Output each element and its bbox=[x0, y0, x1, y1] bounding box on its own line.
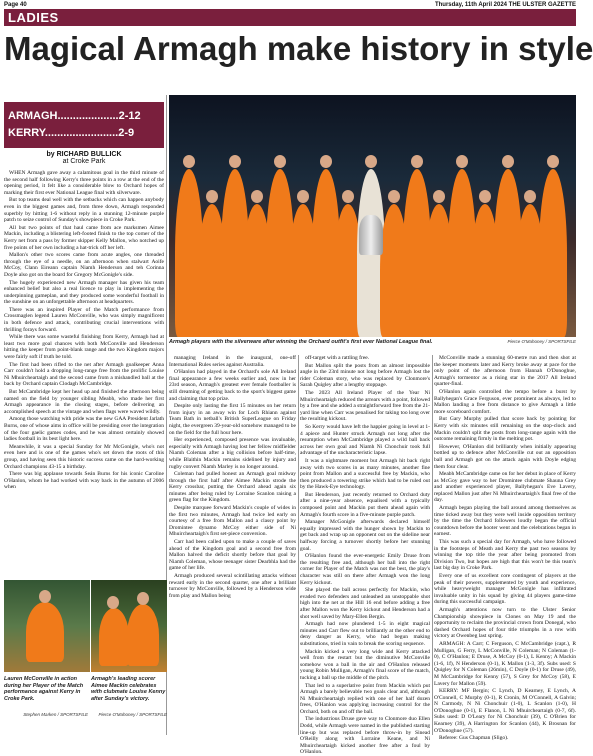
player-figure bbox=[99, 608, 129, 666]
article-paragraph: Armagh had now plundered 1-5 in eight magical minutes and Carr flew out to brilliantly at the other end to deny danger as Kerry, who had begun making substitutions, tried in vain to break the scoring sequence. bbox=[300, 621, 430, 647]
article-paragraph: But Henderson, just recently returned to Orchard duty after a nine-year absence, equalised with a typically composed point and Mackin put them ahead again with Armagh's fourth score in a five-minute purple patch. bbox=[300, 491, 430, 518]
player-head bbox=[206, 190, 218, 203]
article-paragraph: O'Hanlon found the ever-energetic Emily Druse from the resulting free and, although her ball into the right corner for Player of the Match was not the best, the play's character was still on there after Armagh won the long Kerry kickout. bbox=[300, 553, 430, 586]
player-figure bbox=[26, 602, 64, 662]
mackin-celebration-photo bbox=[91, 580, 167, 672]
player-head bbox=[229, 155, 241, 168]
article-paragraph: All but two points of that haul came from ace marksmen Aimee Mackin, including a blistering left-footed finish to the top corner of the Kerry net from a pass by former skipper Kelly Mallon, who notched up five points of her own including a hat-trick off her left. bbox=[4, 224, 164, 251]
article-paragraph: The industrious Druse gave way to Clonmore duo Ellen Dodd, while Armagh were named in the published starting line-up but was replaced before throw-in by Sinead O'Reilly along with Lorraine Keane, and Ni Mhuircheartaigh kicked another free after a foul by O'Hanlon. bbox=[300, 716, 430, 756]
publication-date: Thursday, 11th April 2024 THE ULSTER GAZETTE bbox=[434, 2, 576, 8]
article-paragraph: off-target with a rattling free. bbox=[305, 355, 370, 361]
player-head bbox=[365, 155, 377, 168]
article-paragraph: It was a nightmare moment but Armagh hit back right away with two scores in as many minutes, another fine point from Mallon and a successful free by Mackin, who then produced a towering strike which had to be ruled out by the Hawk-Eye technology. bbox=[300, 457, 430, 491]
score-line-armagh: ARMAGH....................2-12 bbox=[8, 110, 141, 122]
photo-credit-mcconville: Stephen Marken / SPORTSFILE bbox=[23, 712, 88, 717]
score-box bbox=[4, 102, 164, 148]
article-paragraph: Meabh McCambridge came on for her debut in place of Kerry as McGoy gave way to her Dromintee clubmate Shauna Grey and another experienced player, Ballyhegan's Eve Lavery, replaced Mallon just after Ni Mhuircheartaigh's final free of the day. bbox=[434, 471, 576, 504]
article-paragraph: Armagh produced several scintillating attacks without reward early in the second quarter, one after a brilliant turnover by McConville, followed by a Henderson wide from play and Mallon being bbox=[169, 573, 296, 599]
article-paragraph: Every one of us excellent core contingent of players at the peak of their powers, supplemented by youth and experience, while heavyweight manager McGonigle has infiltrated invaluable unity in his squad by giving 44 players game-time during this successful campaign. bbox=[434, 573, 576, 606]
article-paragraph: That led to a superlative point from Mackin which put Armagh a barely believable two goals clear and, although Ni Mhuircheartaigh replied with one of her half dozen frees, O'Hanlon was applying increasing control for the Orchard, both on and off the ball. bbox=[300, 682, 430, 715]
player-head bbox=[479, 190, 491, 203]
player-head bbox=[342, 190, 354, 203]
article-paragraph: Meanwhile, it was a special Sunday for Mr McGonigle, who's not even here and is one of the games who's set down the roots of this group, and having seen this historic success came on the hard-working Orchard champions 43-15 a birthday. bbox=[4, 443, 164, 470]
article-paragraph: She played the ball across perfectly for Mackin, who evaded two defenders and unleashed an unstoppable shot high into the net at the Hill 16 end before adding a free after Mallon won the Kerry kickout and Henderson had a shot well saved by Mary-Ellen Bergin. bbox=[300, 587, 430, 620]
article-column-4 bbox=[434, 355, 576, 742]
byline bbox=[4, 151, 164, 165]
article-paragraph: This was such a special day for Armagh, who have followed in the footsteps of Meath and Kerry the past two seasons by winning the top title the year after being promoted from Division Two, but hopes are high that this won't be this team's last big day in Croke Park. bbox=[434, 539, 576, 572]
mcconville-action-photo bbox=[4, 580, 90, 672]
player-head bbox=[320, 155, 332, 168]
column-rule bbox=[432, 355, 433, 735]
player-head bbox=[502, 155, 514, 168]
byline-venue: at Croke Park bbox=[62, 158, 106, 165]
article-paragraph: While there was some wasteful finishing from Kerry, Armagh had at least two more goal chances with both McConville and Henderson hitting the keeper from point-blank range and the two Kingdom majors were fairly soft if truth be told. bbox=[4, 334, 164, 361]
article-headline: Magical Armagh make history in style bbox=[4, 30, 593, 67]
section-label: LADIES bbox=[8, 10, 59, 25]
article-paragraph: Manager McGonigle afterwards declared himself equally impressed with the hunger shown by Mackin to get back and wrap up an opponent out on the sideline near halfway forcing a turnover shortly before her stunning goal. bbox=[300, 519, 430, 552]
player-head bbox=[137, 592, 149, 605]
page-number: Page 40 bbox=[4, 2, 27, 8]
player-head bbox=[39, 590, 51, 603]
player-head bbox=[274, 155, 286, 168]
article-paragraph: ARMAGH: A Carr; C Ferguson, C McCambridge (capt.), R Mulligan, G Ferry, L McConville, N Coleman; N Coleman (1-0), C O'Hanlon; E Druse, A McCoy (0-1), L Kenny; A Mackin (1-6, 1f), N Henderson (0-1), K Mallon (1-3, 3f). Subs used: S Quigley for N Coleman (26min), C Doyle (0-1) for Druse (49), M McCambridge for Kenny (57), S Grey for McCoy (58), E Lavery for Mallon (59). bbox=[434, 640, 576, 687]
article-paragraph: However, O'Hanlon did brilliantly when initially appearing bottled up to defence after McConville cut out an opposition ball and Armagh got on the attack again with Doyle edging them four clear. bbox=[434, 443, 576, 470]
article-paragraph: So Kerry would have left the happier going in level at 1-4 apiece and Hunter struck Armagh not long after the resumption when McCambridge played a wild ball back across her own goal and Niamh Ni Chonchuir took full advantage of the uncharacteristic lapse. bbox=[300, 423, 430, 457]
player-head bbox=[547, 155, 559, 168]
article-paragraph: Armagh's attentions now turn to the Ulster Senior Championship showpiece in Clones on May 19 and the opportunity to reclaim the provincial crown from Donegal, who dashed Orchard hopes of four title triumphs in a row with victory at Owenbeg last spring. bbox=[434, 606, 576, 640]
article-paragraph: Her experienced, composed presence was invaluable, especially with Armagh having lost her fellow midfielder Niamh Coleman after a big collision before half-time, while Blaithin Mackin remains sidelined by injury and rugby convert Niamh Marley is no longer around. bbox=[169, 437, 296, 470]
player-head bbox=[297, 190, 309, 203]
byline-author: by RICHARD BULLICK bbox=[46, 151, 122, 158]
article-paragraph: Mackin kicked a very long wide and Kerry attacked well from the restart but the diminutive McConville somehow won a ball in the air and O'Hanlon released young Robin Mulligan, Armagh's final score of the match, tucking a ball up the middle of the pitch. bbox=[300, 648, 430, 681]
article-paragraph: Mallon's other two scores came from acute angles, one threaded through the eye of a needle, on an afternoon when stalwart Aoife McCoy, Clann Eireann captain Niamh Henderson and teh Corinna Doyle also got on the board for Gregory McGonigle's side. bbox=[4, 252, 164, 278]
player-figure bbox=[127, 604, 159, 666]
score-line-kerry: KERRY........................2-9 bbox=[8, 127, 135, 139]
article-column-2 bbox=[169, 355, 296, 599]
article-paragraph: WHEN Armagh gave away a calamitous goal in the third minute of the second half following Kerry's three points in a row at the end of the opening period, it felt like a considerable blow to Orchard hopes of marking their first ever National League final with silverware. bbox=[4, 170, 164, 196]
article-paragraph: The 2023 All Ireland Player of the Year Ni Mhuircheartaigh reduced the arrears with a point, followed by a free and she added a straightforward free from the 21-yard line when Carr was penalised for taking too long over the resulting kickout. bbox=[300, 389, 430, 423]
main-photo-caption: Armagh players with the silverware after winning the Orchard outfit's first ever National League final. bbox=[169, 339, 433, 345]
photo-caption-mcconville: Lauren McConville in action during her Player of the Match performance against Kerry in Croke Park. bbox=[4, 676, 84, 702]
article-paragraph: But Mallon split the posts from an almost impossible angle in the 23rd minute not long before Armagh lost the rider Coleman story, who was replaced by Clonmore's Sarah Quigley after a lengthy stoppage. bbox=[300, 362, 430, 389]
article-column-3 bbox=[300, 355, 430, 756]
column-rule bbox=[298, 355, 299, 735]
article-paragraph: Referee: Gus Chapman (Sligo). bbox=[439, 735, 509, 742]
section-bar bbox=[4, 9, 576, 26]
article-paragraph: McConville made a stunning 60-metre run and then shot at the keeper moments later and Kerry broke away at pace for the only point of the afternoon from Hannah O'Donoghue, Armagh's tormentor as a rising star in the 2017 All Ireland quarter-final. bbox=[434, 355, 576, 388]
article-paragraph: KERRY: MF Bergin; C Lynch, D Kearney, E Lynch, A O'Connell, C Murphy (0-1), R Cronin, M O'Connell, A Galvin; N Carmody, N Ni Chonchuir (1-0), L Scanlon (1-0), H O'Donoghue (0-1), E Flanon, L Ni Mhuircheartaigh (0-7, 6f). Subs used: D O'Leary for Ni Chonchuir (39), C O'Brien for Kearney (39), A Harrington for Scanlon (44), K Brosnan for O'Donoghue (57). bbox=[434, 688, 576, 734]
player-head bbox=[524, 190, 536, 203]
article-paragraph: O'Hanlon had played in the Orchard's sole All Ireland final appearance a few weeks earlier and, now in her 23rd season, Armagh's greatest ever female footballer is still dreaming of getting back to the sport's biggest game and claiming that top prize. bbox=[169, 369, 296, 402]
article-paragraph: There was an inspired Player of the Match performance from Crossmaglen legend Lauren McConville, who was simply magnificent in both defence and attack, contributing crucial interventions with thrilling forays forward. bbox=[4, 306, 164, 333]
article-paragraph: The first had been rifled to the net after Armagh goalkeeper Anna Carr couldn't hold a dropping long-range free from the prolific Louise Ni Mhuircheartaigh and the second came from a mishandled ball at the back by Orchard captain Clodagh McCambridge. bbox=[4, 361, 164, 388]
trophy bbox=[359, 215, 383, 255]
article-paragraph: Despite marquee forward Mackin's couple of wides in the first two minutes, Armagh had twice led early on courtesy of a free from Mallon and a classy point by Dromintee dynamo McCoy either side of Ni Mhuircheartaigh's first set-piece conversion. bbox=[169, 505, 296, 538]
article-paragraph: managing Ireland in the inaugural, one-off International Rules series against Australia. bbox=[169, 355, 296, 368]
article-paragraph: Carr had been called upon to make a couple of saves ahead of the Kingdom goal and a second free from Mallon halved the deficit shortly before that goal by Niamh Coleman, whose teenager sister Dearbhla had the game of her life. bbox=[169, 539, 296, 572]
player-head bbox=[411, 155, 423, 168]
player-head bbox=[183, 155, 195, 168]
article-column-1 bbox=[4, 170, 164, 576]
player-head bbox=[107, 596, 119, 609]
article-paragraph: The hugely experienced new Armagh manager has given his team enhanced belief but also a real licence to play in implementing the underpinning gameplan, and they produced some wonderful football in the sunshine on an unforgettable afternoon at headquarters. bbox=[4, 279, 164, 306]
photo-caption-mackin: Armagh's leading scorer Aimee Mackin celebrates with clubmate Louise Kenny after Sunday's victory. bbox=[91, 676, 166, 702]
article-paragraph: Coleman had pulled honest an Armagh goal midway through the first half after Aimee Mackin strode the Kerry crossbar, putting the Orchard ahead again six minutes after being ruled by Lorraine Scanlon raising a green flag for the Kingdom. bbox=[169, 471, 296, 504]
photo-credit-mackin: Pierce O'Mahoney / SPORTSFILE bbox=[98, 712, 167, 717]
main-photo-credit: Pierce O'Mahoney / SPORTSFILE bbox=[507, 339, 576, 344]
article-paragraph: Armagh began playing the ball around among themselves as time ticked away but they were well inside opposition territory by the time the Orchard followers loudly began the official countdown before the hooter went and the celebrations began in earnest. bbox=[434, 505, 576, 538]
article-paragraph: Among those watching with pride was the new GAA President Jarlath Burns, one of whose aims in office will be presiding over the integration of the four gaelic games codes, and he was almost certainly showed ladies football in its best light here. bbox=[4, 416, 164, 443]
article-paragraph: O'Hanlon again controlled the tempo before a burst by Ballyhegan's Grace Ferguson, ever prominent as always, led to Mallon landing a free from distance to give Armagh a little more scoreboard comfort. bbox=[434, 388, 576, 415]
article-paragraph: But McCambridge kept her head up and finished the afternoon being named on the field by younger sibling Meabh, who made her first Armagh appearance in the closing stages, before delivering an accomplished speech at the vintage and when flags were waved wildly. bbox=[4, 389, 164, 415]
player-head bbox=[251, 190, 263, 203]
main-team-photo bbox=[169, 95, 576, 337]
article-paragraph: There was big applause towards Seán Burns for his iconic Caroline O'Hanlon, whom he had worked with way back in the autumn of 2006 when bbox=[4, 471, 164, 491]
player-head bbox=[456, 155, 468, 168]
article-paragraph: But Gary Murphy pulled that score back by pointing for Kerry with six minutes still remaining on the stop-clock and Mackin couldn't split the posts from long-range again with the outcome remaining firmly in the melting pot. bbox=[434, 416, 576, 443]
article-paragraph: But top teams deal well with the setbacks which can happen anybody even in the biggest games and, from three down, Armagh responded superbly by hitting 1-6 without reply in a stunning 12-minute purple patch to seize control of Sunday's showpiece in Croke Park. bbox=[4, 197, 164, 224]
player-figure bbox=[539, 169, 567, 337]
player-head bbox=[433, 190, 445, 203]
player-head bbox=[388, 190, 400, 203]
article-paragraph: Despite only lasting the first 15 minutes on her return from injury in an away win for Loch Rhiann against Team Bath in netball's British SuperLeague on Friday night, the evergreen 39-year-old somehow managed to be on the field for the full hour here. bbox=[169, 403, 296, 436]
